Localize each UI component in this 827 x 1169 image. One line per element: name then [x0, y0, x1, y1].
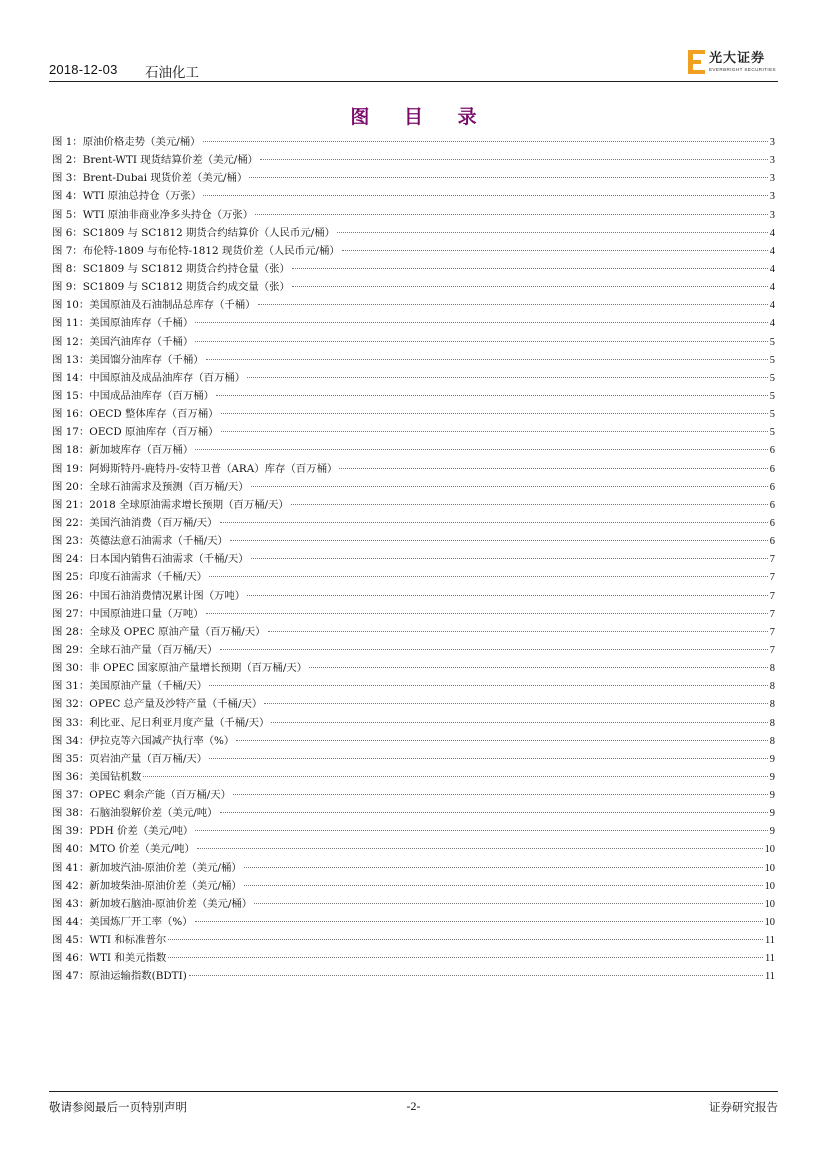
toc-entry[interactable]: [52, 296, 775, 314]
toc-entry-label: 图 44：美国炼厂开工率（%）: [52, 916, 193, 929]
toc-leader-dots: [195, 449, 768, 450]
toc-entry-page: 7: [769, 608, 775, 620]
logo-name-en: EVERBRIGHT SECURITIES: [708, 66, 776, 72]
toc-entry-label: 图 18：新加坡库存（百万桶）: [52, 444, 194, 457]
footer-divider: [49, 1091, 778, 1092]
toc-leader-dots: [168, 939, 763, 940]
toc-leader-dots: [258, 304, 768, 305]
toc-entry-label: 图 35：页岩油产量（百万桶/天）: [52, 752, 208, 765]
toc-entry-label: 图 1：原油价格走势（美元/桶）: [52, 136, 201, 148]
toc-entry-page: 3: [769, 191, 775, 203]
toc-entry-page: 8: [769, 663, 775, 675]
toc-entry[interactable]: [52, 568, 775, 586]
toc-entry-label: 图 2：Brent-WTI 现货结算价差（美元/桶）: [52, 154, 259, 167]
toc-entry-label: 图 8：SC1809 与 SC1812 期货合约持仓量（张）: [52, 262, 290, 275]
logo-name-cn: 光大证券: [708, 50, 765, 66]
toc-entry-label: 图 36：美国钻机数: [52, 770, 142, 783]
toc-entry-page: 8: [769, 735, 775, 747]
toc-leader-dots: [195, 322, 768, 323]
toc-entry-page: 7: [769, 572, 775, 584]
toc-leader-dots: [255, 214, 768, 215]
toc-leader-dots: [220, 812, 768, 813]
toc-entry[interactable]: [52, 405, 775, 423]
toc-entry-page: 10: [764, 917, 775, 929]
toc-leader-dots: [206, 613, 768, 614]
toc-entry[interactable]: [52, 840, 775, 858]
toc-entry[interactable]: [52, 333, 775, 351]
toc-leader-dots: [271, 722, 767, 723]
toc-entry-label: 图 45：WTI 和标准普尔: [52, 934, 167, 947]
toc-leader-dots: [260, 159, 768, 160]
toc-entry[interactable]: [52, 786, 775, 804]
toc-entry-page: 6: [769, 517, 775, 529]
toc-leader-dots: [251, 558, 768, 559]
toc-entry-label: 图 34：伊拉克等六国减产执行率（%）: [52, 734, 235, 747]
toc-entry[interactable]: [52, 151, 775, 169]
toc-leader-dots: [168, 957, 763, 958]
disclaimer-note: 敬请参阅最后一页特别声明: [49, 1100, 187, 1114]
toc-entry-page: 6: [769, 445, 775, 457]
toc-entry-page: 11: [764, 971, 775, 983]
toc-entry[interactable]: [52, 169, 775, 187]
toc-entry-page: 8: [769, 699, 775, 711]
toc-entry-label: 图 7：布伦特-1809 与布伦特-1812 现货价差（人民币元/桶）: [52, 244, 340, 257]
toc-entry[interactable]: [52, 859, 775, 877]
toc-entry[interactable]: [52, 695, 775, 713]
toc-entry-page: 7: [769, 554, 775, 566]
toc-entry[interactable]: [52, 877, 775, 895]
toc-entry[interactable]: [52, 587, 775, 605]
toc-entry[interactable]: [52, 532, 775, 550]
logo-mark-icon: [688, 50, 705, 74]
toc-entry-label: 图 37：OPEC 剩余产能（百万桶/天）: [52, 789, 232, 802]
toc-leader-dots: [197, 848, 763, 849]
toc-entry-page: 3: [769, 137, 775, 148]
toc-leader-dots: [195, 830, 768, 831]
toc-entry-page: 5: [769, 354, 775, 366]
toc-entry[interactable]: [52, 206, 775, 224]
toc-entry[interactable]: [52, 514, 775, 532]
toc-entry[interactable]: [52, 242, 775, 260]
toc-entry[interactable]: [52, 278, 775, 296]
toc-entry-label: 图 24：日本国内销售石油需求（千桶/天）: [52, 553, 249, 566]
toc-entry-label: 图 9：SC1809 与 SC1812 期货合约成交量（张）: [52, 281, 290, 294]
toc-entry[interactable]: [52, 187, 775, 205]
toc-leader-dots: [249, 177, 767, 178]
toc-leader-dots: [221, 413, 768, 414]
toc-entry[interactable]: [52, 768, 775, 786]
toc-entry-page: 5: [769, 409, 775, 421]
toc-entry[interactable]: [52, 677, 775, 695]
toc-entry-label: 图 13：美国馏分油库存（千桶）: [52, 353, 204, 366]
toc-entry-label: 图 43：新加坡石脑油-原油价差（美元/桶）: [52, 897, 253, 910]
toc-leader-dots: [337, 232, 768, 233]
toc-entry-page: 3: [769, 173, 775, 185]
toc-entry-page: 10: [764, 880, 775, 892]
toc-entry[interactable]: [52, 133, 775, 151]
toc-leader-dots: [251, 486, 768, 487]
toc-entry-page: 7: [769, 644, 775, 656]
toc-entry-page: 6: [769, 536, 775, 548]
toc-entry-label: 图 46：WTI 和美元指数: [52, 952, 167, 965]
toc-entry[interactable]: [52, 423, 775, 441]
toc-entry-page: 3: [769, 155, 775, 167]
toc-entry-label: 图 3：Brent-Dubai 现货价差（美元/桶）: [52, 172, 248, 185]
toc-entry-label: 图 30：非 OPEC 国家原油产量增长预期（百万桶/天）: [52, 662, 308, 675]
toc-leader-dots: [247, 377, 768, 378]
toc-entry-page: 9: [769, 826, 775, 838]
toc-entry-page: 4: [769, 263, 775, 275]
toc-entry[interactable]: [52, 441, 775, 459]
toc-entry-page: 10: [764, 862, 775, 874]
toc-entry[interactable]: [52, 314, 775, 332]
toc-entry-label: 图 40：MTO 价差（美元/吨）: [52, 843, 195, 856]
industry-label: 石油化工: [145, 65, 199, 81]
toc-entry[interactable]: [52, 387, 775, 405]
toc-entry-label: 图 47：原油运输指数(BDTI): [52, 970, 187, 983]
toc-entry-label: 图 10：美国原油及石油制品总库存（千桶）: [52, 299, 256, 312]
toc-entry-page: 7: [769, 626, 775, 638]
toc-entry[interactable]: [52, 714, 775, 732]
toc-entry[interactable]: [52, 931, 775, 949]
toc-leader-dots: [143, 776, 768, 777]
toc-entry[interactable]: [52, 623, 775, 641]
toc-entry-page: 11: [764, 935, 775, 947]
toc-entry-page: 4: [769, 318, 775, 330]
toc-leader-dots: [342, 250, 768, 251]
toc-entry-page: 6: [769, 463, 775, 475]
toc-entry-page: 4: [769, 245, 775, 257]
toc-leader-dots: [206, 359, 768, 360]
toc-entry[interactable]: [52, 478, 775, 496]
toc-entry-label: 图 29：全球石油产量（百万桶/天）: [52, 643, 218, 656]
toc-entry-label: 图 16：OECD 整体库存（百万桶）: [52, 408, 219, 421]
toc-entry-label: 图 17：OECD 原油库存（百万桶）: [52, 426, 219, 439]
toc-entry[interactable]: [52, 949, 775, 967]
toc-entry-page: 10: [764, 898, 775, 910]
toc-entry[interactable]: [52, 732, 775, 750]
page-header: [49, 48, 778, 82]
header-divider: [49, 81, 778, 82]
toc-entry-label: 图 42：新加坡柴油-原油价差（美元/桶）: [52, 879, 242, 892]
toc-entry-page: 3: [769, 209, 775, 221]
toc-entry-label: 图 4：WTI 原油总持仓（万张）: [52, 190, 202, 203]
toc-leader-dots: [221, 431, 768, 432]
figure-list: [52, 133, 775, 986]
toc-entry[interactable]: [52, 913, 775, 931]
toc-leader-dots: [195, 921, 763, 922]
toc-entry-page: 4: [769, 300, 775, 312]
toc-entry-page: 6: [769, 499, 775, 511]
toc-leader-dots: [220, 522, 768, 523]
toc-entry[interactable]: [52, 224, 775, 242]
toc-entry-label: 图 12：美国汽油库存（千桶）: [52, 335, 194, 348]
toc-entry-label: 图 38：石脑油裂解价差（美元/吨）: [52, 807, 218, 820]
toc-entry-label: 图 20：全球石油需求及预测（百万桶/天）: [52, 480, 249, 493]
toc-leader-dots: [309, 667, 768, 668]
toc-leader-dots: [233, 794, 768, 795]
toc-entry-label: 图 15：中国成品油库存（百万桶）: [52, 389, 214, 402]
toc-entry-page: 5: [769, 372, 775, 384]
toc-entry-label: 图 23：英德法意石油需求（千桶/天）: [52, 535, 228, 548]
page-footer: [49, 1091, 778, 1119]
toc-entry-page: 9: [769, 771, 775, 783]
toc-entry[interactable]: [52, 369, 775, 387]
toc-entry[interactable]: [52, 659, 775, 677]
company-logo: [688, 50, 776, 74]
toc-entry-page: 10: [764, 844, 775, 856]
toc-leader-dots: [230, 540, 768, 541]
toc-entry-page: 7: [769, 590, 775, 602]
toc-leader-dots: [189, 975, 763, 976]
toc-leader-dots: [254, 903, 762, 904]
toc-entry-label: 图 25：印度石油需求（千桶/天）: [52, 571, 208, 584]
toc-entry-label: 图 22：美国汽油消费（百万桶/天）: [52, 516, 218, 529]
toc-entry-label: 图 26：中国石油消费情况累计图（万吨）: [52, 589, 246, 602]
toc-entry-page: 5: [769, 390, 775, 402]
toc-entry-label: 图 21：2018 全球原油需求增长预期（百万桶/天）: [52, 498, 289, 511]
toc-leader-dots: [247, 595, 768, 596]
toc-entry-page: 8: [769, 717, 775, 729]
toc-leader-dots: [244, 885, 763, 886]
toc-entry-label: 图 33：利比亚、尼日利亚月度产量（千桶/天）: [52, 716, 270, 729]
toc-leader-dots: [209, 685, 768, 686]
toc-entry[interactable]: [52, 460, 775, 478]
report-date: 2018-12-03: [49, 62, 118, 77]
toc-entry-page: 4: [769, 227, 775, 239]
toc-leader-dots: [292, 268, 768, 269]
toc-entry-page: 9: [769, 790, 775, 802]
toc-entry-page: 5: [769, 427, 775, 439]
toc-entry-label: 图 19：阿姆斯特丹-鹿特丹-安特卫普（ARA）库存（百万桶）: [52, 462, 338, 475]
toc-entry-label: 图 27：中国原油进口量（万吨）: [52, 607, 204, 620]
toc-entry[interactable]: [52, 605, 775, 623]
toc-entry-label: 图 6：SC1809 与 SC1812 期货合约结算价（人民币元/桶）: [52, 226, 335, 239]
toc-entry-label: 图 14：中国原油及成品油库存（百万桶）: [52, 371, 246, 384]
toc-entry-page: 5: [769, 336, 775, 348]
toc-entry-label: 图 32：OPEC 总产量及沙特产量（千桶/天）: [52, 698, 263, 711]
toc-entry[interactable]: [52, 641, 775, 659]
toc-leader-dots: [339, 468, 767, 469]
toc-entry[interactable]: [52, 804, 775, 822]
toc-entry-label: 图 41：新加坡汽油-原油价差（美元/桶）: [52, 861, 242, 874]
toc-entry-page: 9: [769, 808, 775, 820]
toc-entry-label: 图 28：全球及 OPEC 原油产量（百万桶/天）: [52, 625, 266, 638]
toc-leader-dots: [203, 141, 768, 142]
toc-leader-dots: [216, 395, 768, 396]
toc-entry-page: 6: [769, 481, 775, 493]
toc-leader-dots: [291, 504, 768, 505]
page-number: -2-: [406, 1099, 421, 1113]
toc-entry[interactable]: [52, 822, 775, 840]
toc-entry[interactable]: [52, 260, 775, 278]
toc-leader-dots: [264, 703, 768, 704]
toc-title: 图 目 录: [350, 106, 491, 128]
toc-entry[interactable]: [52, 750, 775, 768]
toc-entry-page: 4: [769, 282, 775, 294]
toc-leader-dots: [209, 576, 768, 577]
toc-entry-page: 11: [764, 953, 775, 965]
toc-entry-label: 图 11：美国原油库存（千桶）: [52, 317, 194, 330]
toc-entry-page: 8: [769, 681, 775, 693]
toc-entry-label: 图 31：美国原油产量（千桶/天）: [52, 680, 208, 693]
toc-entry-label: 图 39：PDH 价差（美元/吨）: [52, 825, 194, 838]
toc-leader-dots: [209, 758, 768, 759]
toc-entry-page: 9: [769, 753, 775, 765]
toc-leader-dots: [195, 341, 768, 342]
toc-entry[interactable]: [52, 550, 775, 568]
toc-leader-dots: [220, 649, 768, 650]
toc-leader-dots: [244, 867, 763, 868]
toc-leader-dots: [203, 195, 768, 196]
toc-entry[interactable]: [52, 351, 775, 369]
toc-entry[interactable]: [52, 967, 775, 985]
toc-leader-dots: [236, 740, 768, 741]
report-type: 证券研究报告: [709, 1100, 778, 1114]
toc-entry[interactable]: [52, 496, 775, 514]
toc-entry-label: 图 5：WTI 原油非商业净多头持仓（万张）: [52, 208, 254, 221]
toc-entry[interactable]: [52, 895, 775, 913]
toc-leader-dots: [292, 286, 768, 287]
toc-leader-dots: [268, 631, 768, 632]
